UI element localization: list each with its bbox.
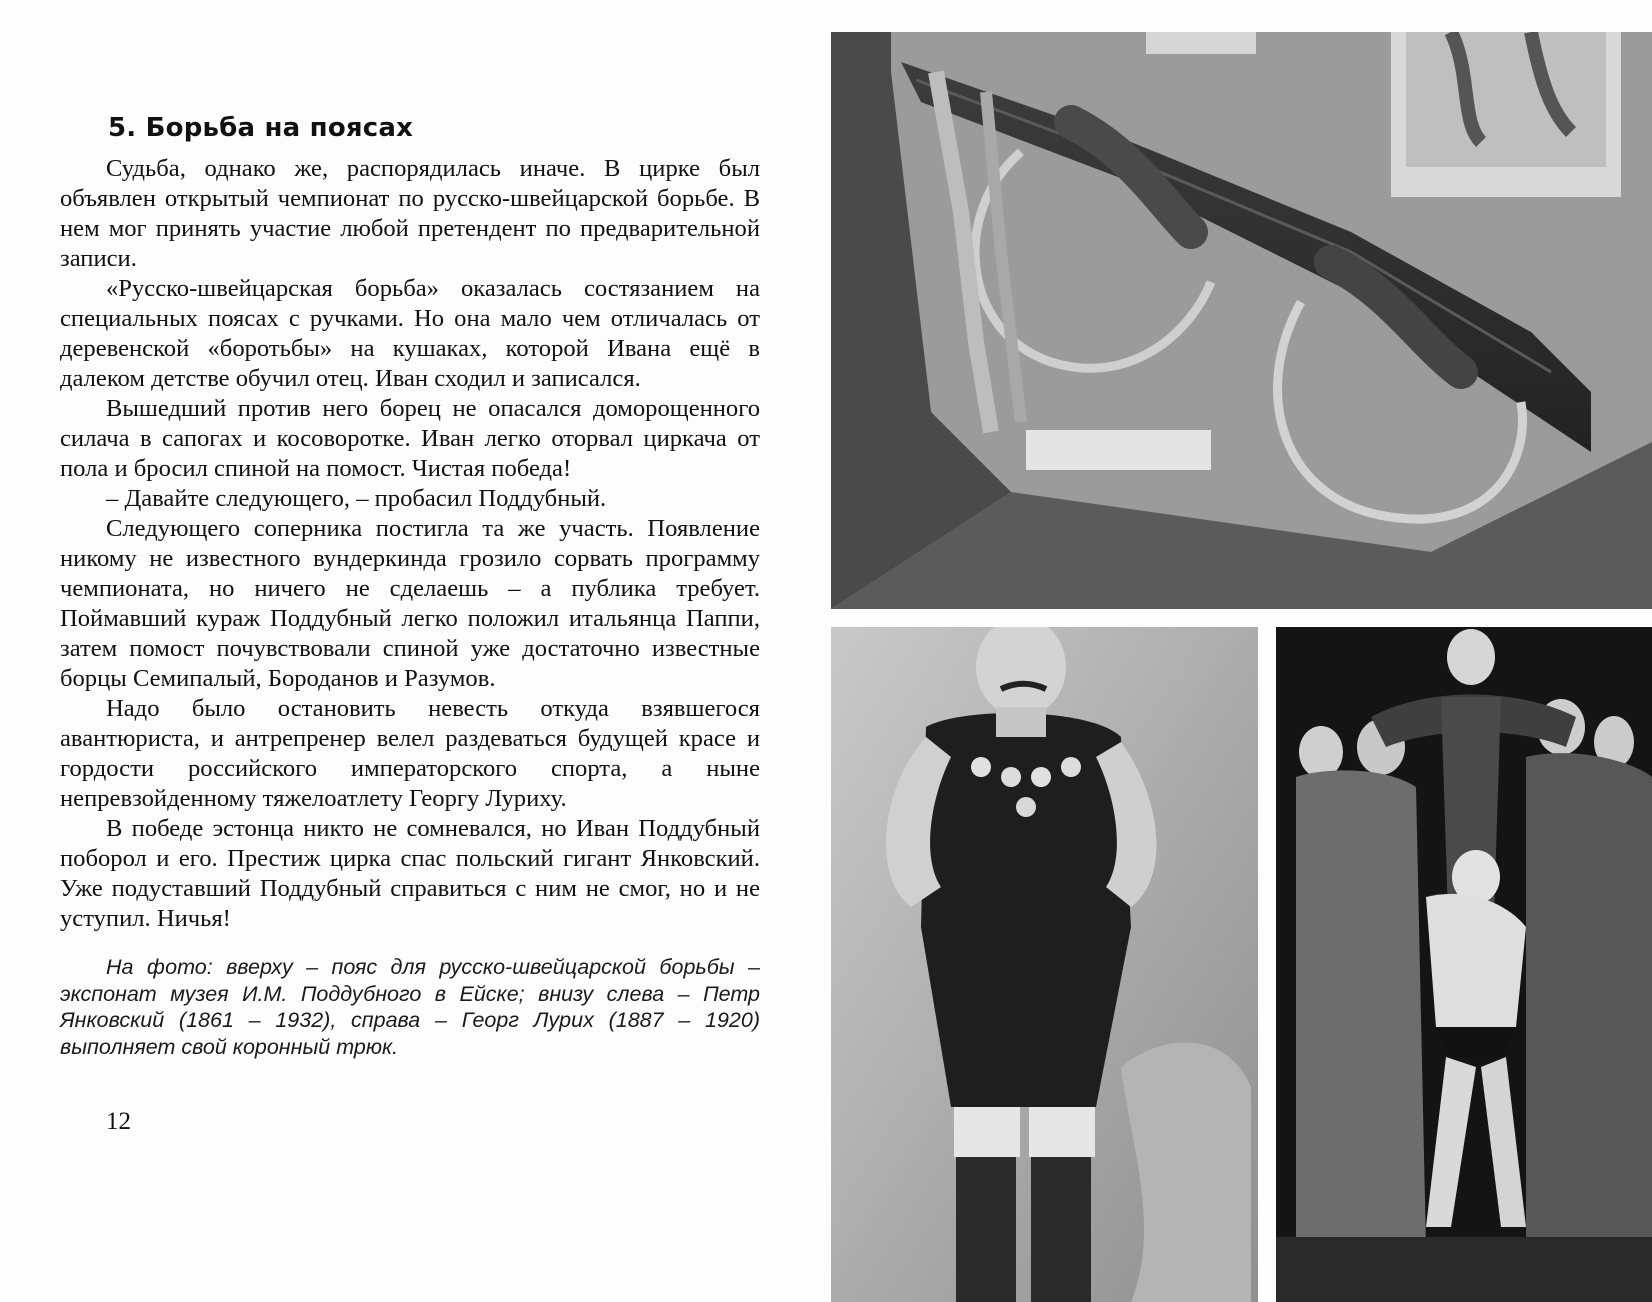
paragraph-6: Надо было остановить невесть откуда взявшегося авантюриста, и антрепренер велел раздеваться будущей красе и гордости российского императорского спорта, а ныне непревзойденному тяжелоатлету Георгу Луриху. [60, 695, 760, 812]
page-number: 12 [106, 1108, 131, 1135]
photo-lurich-trick [1276, 627, 1652, 1302]
paragraph-7: В победе эстонца никто не сомневался, но Иван Поддубный поборол и его. Престиж цирка спас польский гигант Янковский. Уже подуставший Поддубный справиться с ним не смог, но и не уступил. Ничья! [60, 815, 760, 932]
photo-yankovsky-portrait [831, 627, 1258, 1302]
paragraph-4: – Давайте следующего, – пробасил Поддубный. [106, 485, 607, 512]
section-heading: 5. Борьба на поясах [108, 113, 414, 143]
paragraph-3: Вышедший против него борец не опасался доморощенного силача в сапогах и косоворотке. Иван легко оторвал циркача от пола и бросил спиной на помост. Чистая победа! [60, 395, 760, 482]
photo-belt-exhibit [831, 32, 1652, 609]
paragraph-2: «Русско-швейцарская борьба» оказалась состязанием на специальных поясах с ручками. Но она мало чем отличалась от деревенской «боротьбы» на кушаках, которой Ивана ещё в далеком детстве обучил отец. Иван сходил и записался. [60, 275, 760, 392]
paragraph-5: Следующего соперника постигла та же участь. Появление никому не известного вундеркинда грозило сорвать программу чемпионата, но ничего не сделаешь – а публика требует. Поймавший кураж Поддубный легко положил итальянца Паппи, затем помост почувствовали спиной уже достаточно известные борцы Семипалый, Бороданов и Разумов. [60, 515, 760, 692]
text-column [60, 112, 760, 1060]
photo-caption: На фото: вверху – пояс для русско-швейцарской борьбы – экспонат музея И.М. Поддубного в Ейске; внизу слева – Петр Янковский (1861 – 1932), справа – Георг Лурих (1887 – 1920) выполняет свой коронный трюк. [60, 955, 760, 1059]
paragraph-1: Судьба, однако же, распорядилась иначе. В цирке был объявлен открытый чемпионат по русско-швейцарской борьбе. В нем мог принять участие любой претендент по предварительной записи. [60, 155, 760, 272]
